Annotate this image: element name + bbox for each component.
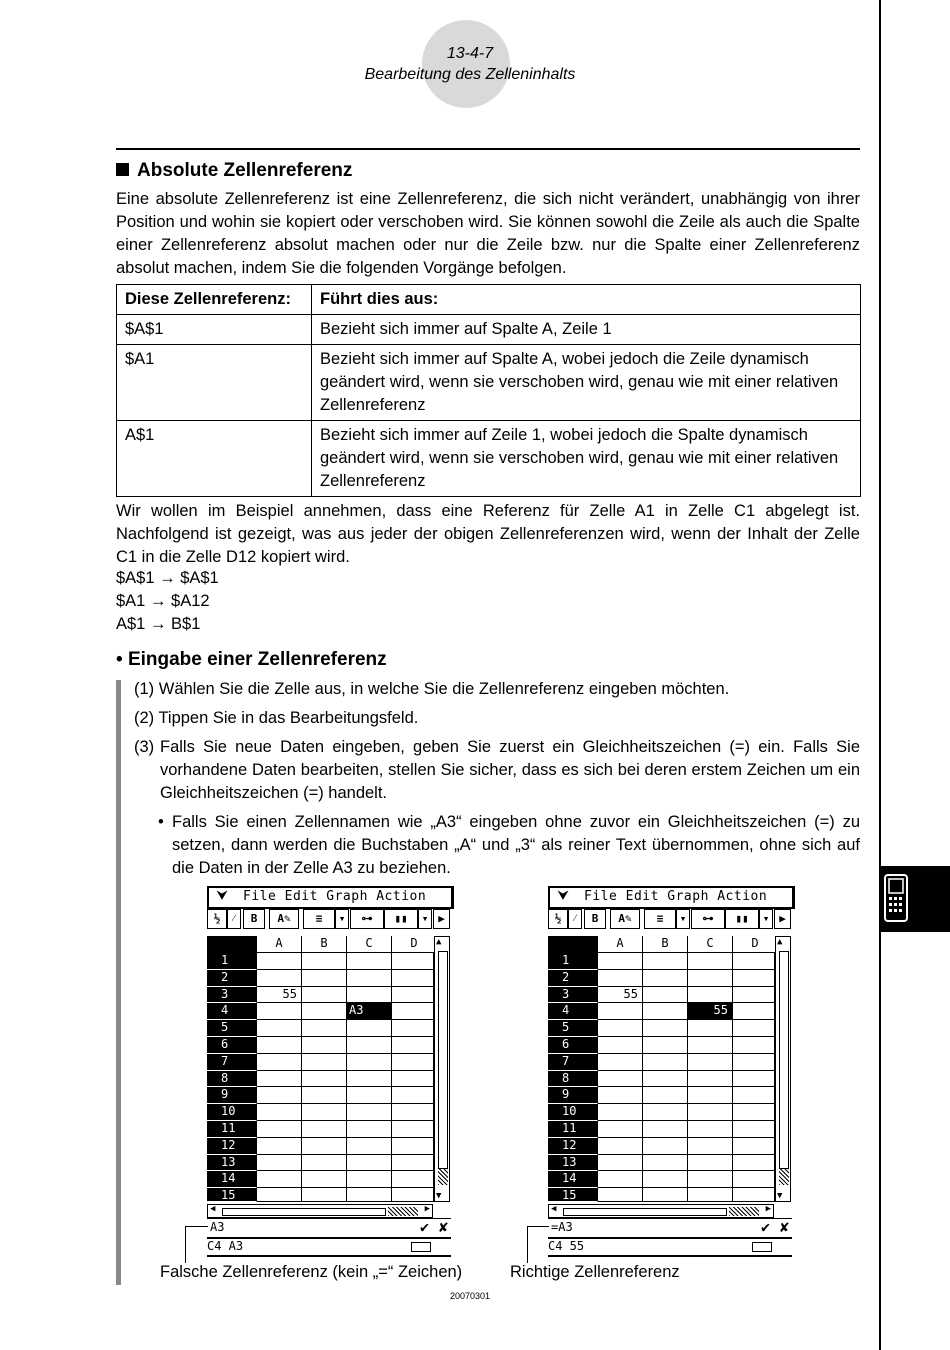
bold-button[interactable]: B [584, 909, 606, 929]
grid-cell[interactable] [688, 1171, 733, 1188]
grid-cell[interactable] [733, 970, 775, 987]
grid-cell[interactable] [688, 953, 733, 970]
grid-cell[interactable] [643, 1003, 688, 1020]
grid-cell[interactable] [598, 1155, 643, 1172]
row-header[interactable]: 2 [548, 970, 598, 987]
grid-cell[interactable] [392, 1020, 434, 1037]
row-header[interactable]: 14 [207, 1171, 257, 1188]
grid-cell[interactable] [347, 1188, 392, 1202]
scroll-up-icon[interactable]: ▲ [777, 937, 783, 947]
grid-cell[interactable] [643, 1121, 688, 1138]
grid-cell[interactable] [643, 1171, 688, 1188]
grid-cell[interactable] [733, 1003, 775, 1020]
grid-cell[interactable] [688, 1071, 733, 1088]
link-button[interactable]: ⊶ [350, 909, 384, 929]
scroll-right-button[interactable]: ▶ [774, 909, 791, 929]
grid-cell[interactable] [733, 1121, 775, 1138]
align-dropdown-icon[interactable]: ▾ [676, 909, 690, 929]
row-header[interactable]: 3 [548, 987, 598, 1004]
calculator-screen-left [207, 886, 453, 1258]
battery-icon [752, 1242, 772, 1252]
row-header[interactable]: 13 [207, 1155, 257, 1172]
grid-cell[interactable] [598, 1020, 643, 1037]
row-header[interactable]: 7 [207, 1054, 257, 1071]
grid-cell[interactable] [392, 1054, 434, 1071]
row-header[interactable]: 14 [548, 1171, 598, 1188]
status-text: C4 55 [548, 1239, 585, 1253]
bullet-icon: • [158, 813, 164, 831]
status-text: C4 A3 [207, 1239, 244, 1253]
align-dropdown-icon[interactable]: ▾ [335, 909, 349, 929]
grid-cell[interactable] [302, 953, 347, 970]
grid-cell[interactable] [598, 970, 643, 987]
grid-cell[interactable] [257, 1020, 302, 1037]
grid-cell[interactable] [392, 1188, 434, 1202]
edit-line[interactable] [548, 1218, 792, 1239]
grid-cell[interactable] [392, 1003, 434, 1020]
grid-cell[interactable] [688, 1087, 733, 1104]
grid-cell[interactable] [643, 1087, 688, 1104]
column-header[interactable]: D [733, 936, 778, 953]
grid-cell[interactable] [347, 1155, 392, 1172]
fraction-format-dropdown-icon[interactable]: ⁄ [568, 909, 582, 929]
scrollbar-thumb[interactable] [779, 951, 789, 1169]
grid-cell[interactable] [302, 987, 347, 1004]
text-edit-button[interactable]: A✎ [610, 909, 640, 929]
link-button[interactable]: ⊶ [691, 909, 725, 929]
scroll-right-icon[interactable]: ▶ [765, 1204, 771, 1214]
grid-cell[interactable] [302, 1071, 347, 1088]
row-header[interactable]: 13 [548, 1155, 598, 1172]
table-cell: $A$1 [117, 315, 312, 345]
grid-cell[interactable] [392, 1104, 434, 1121]
grid-cell[interactable] [347, 1087, 392, 1104]
grid-cell[interactable] [643, 1155, 688, 1172]
grid-cell[interactable] [257, 1037, 302, 1054]
menu-items[interactable]: File Edit Graph Action [584, 889, 768, 904]
table-header-cell: Führt dies aus: [312, 285, 861, 315]
menu-bar [207, 886, 454, 909]
grid-cell[interactable] [598, 1171, 643, 1188]
grid-cell[interactable] [302, 1155, 347, 1172]
reference-table [116, 284, 861, 497]
grid-cell[interactable] [257, 970, 302, 987]
menu-chevron-icon[interactable]: ⮟ [217, 888, 228, 902]
text-edit-button[interactable]: A✎ [269, 909, 299, 929]
row-header[interactable]: 7 [548, 1054, 598, 1071]
row-header[interactable]: 4 [207, 1003, 257, 1020]
grid-cell[interactable] [257, 1171, 302, 1188]
chapter-tab [880, 866, 950, 932]
row-header[interactable]: 8 [548, 1071, 598, 1088]
scroll-down-icon[interactable]: ▼ [777, 1191, 783, 1201]
grid-cell[interactable] [688, 1054, 733, 1071]
table-cell: A$1 [117, 421, 312, 497]
edit-line[interactable] [207, 1218, 451, 1239]
grid-cell[interactable] [643, 1104, 688, 1121]
cell-c4-selected[interactable]: 55 [688, 1003, 733, 1020]
align-button[interactable]: ≡ [644, 909, 676, 929]
row-header[interactable]: 9 [548, 1087, 598, 1104]
grid-cell[interactable] [302, 1087, 347, 1104]
grid-cell[interactable] [302, 1138, 347, 1155]
grid-cell[interactable] [643, 953, 688, 970]
grid-cell[interactable] [347, 1071, 392, 1088]
grid-cell[interactable] [598, 953, 643, 970]
row-header[interactable]: 6 [548, 1037, 598, 1054]
graph-button[interactable]: ▮▮ [725, 909, 759, 929]
grid-cell[interactable] [643, 1071, 688, 1088]
grid-cell[interactable] [257, 953, 302, 970]
column-header[interactable]: C [347, 936, 392, 953]
grid-cell[interactable] [257, 1071, 302, 1088]
grid-cell[interactable] [598, 1087, 643, 1104]
grid-cell[interactable] [688, 970, 733, 987]
table-header-row [117, 285, 861, 315]
grid-cell[interactable] [347, 1054, 392, 1071]
caption-left: Falsche Zellenreferenz (kein „=“ Zeichen) [160, 1263, 463, 1281]
graph-dropdown-icon[interactable]: ▾ [759, 909, 773, 929]
table-cell: Bezieht sich immer auf Zeile 1, wobei jedoch die Spalte dynamisch geändert wird, wenn sie verschoben wird, genau wie mit einer relativen Zellenreferenz [312, 421, 861, 497]
grid-cell[interactable] [347, 987, 392, 1004]
horizontal-scrollbar[interactable] [548, 1204, 774, 1218]
grid-cell[interactable] [392, 987, 434, 1004]
grid-corner[interactable] [207, 936, 257, 953]
grid-cell[interactable] [392, 1171, 434, 1188]
grid-cell[interactable] [733, 1087, 775, 1104]
grid-cell[interactable] [257, 1138, 302, 1155]
row-header[interactable]: 10 [207, 1104, 257, 1121]
grid-cell[interactable] [302, 1171, 347, 1188]
grid-cell[interactable] [392, 1071, 434, 1088]
example-paragraph: Wir wollen im Beispiel annehmen, dass eine Referenz für Zelle A1 in Zelle C1 abgelegt ist. Nachfolgend ist gezeigt, was aus jeder der obigen Zellenreferenzen wird, wenn der Inhalt der Zelle C1 in die Zelle D12 kopiert wird. [116, 502, 860, 566]
horizontal-scrollbar[interactable] [207, 1204, 433, 1218]
grid-cell[interactable] [643, 1054, 688, 1071]
grid-cell[interactable] [347, 1037, 392, 1054]
checkmark-icon[interactable]: ✔ [419, 1218, 429, 1236]
grid-cell[interactable] [598, 1104, 643, 1121]
grid-cell[interactable] [643, 987, 688, 1004]
toolbar [548, 908, 792, 930]
fraction-format-button[interactable]: ½ [207, 909, 227, 929]
grid-cell[interactable] [598, 1054, 643, 1071]
scroll-up-icon[interactable]: ▲ [436, 937, 442, 947]
example-line: $A1 → $A12 [116, 592, 210, 610]
section-title: Bearbeitung des Zelleninhalts [364, 66, 576, 83]
checkmark-icon[interactable]: ✔ [760, 1218, 770, 1236]
table-header-cell: Diese Zellenreferenz: [117, 285, 312, 315]
grid-cell[interactable] [347, 1020, 392, 1037]
row-header[interactable]: 5 [207, 1020, 257, 1037]
grid-cell[interactable] [598, 1138, 643, 1155]
fraction-format-dropdown-icon[interactable]: ⁄ [227, 909, 241, 929]
grid-cell[interactable] [688, 1104, 733, 1121]
grid-cell[interactable] [392, 1155, 434, 1172]
grid-cell[interactable] [733, 1138, 775, 1155]
menu-bar [548, 886, 795, 909]
grid-cell[interactable] [733, 1188, 775, 1202]
column-header[interactable]: A [598, 936, 643, 953]
row-header[interactable]: 12 [207, 1138, 257, 1155]
grid-cell[interactable] [392, 970, 434, 987]
grid-cell[interactable] [257, 1155, 302, 1172]
calculator-icon [880, 866, 950, 932]
grid-cell[interactable] [688, 1188, 733, 1202]
table-cell: Bezieht sich immer auf Spalte A, Zeile 1 [312, 315, 861, 345]
column-header[interactable]: B [302, 936, 347, 953]
scroll-left-icon[interactable]: ◀ [210, 1204, 216, 1214]
grid-cell[interactable] [347, 1138, 392, 1155]
grid-cell[interactable] [598, 1003, 643, 1020]
grid-cell[interactable] [733, 1054, 775, 1071]
hscroll-track [388, 1207, 418, 1216]
grid-cell[interactable] [643, 1138, 688, 1155]
scroll-right-icon[interactable]: ▶ [424, 1204, 430, 1214]
grid-cell[interactable] [347, 1121, 392, 1138]
graph-button[interactable]: ▮▮ [384, 909, 418, 929]
grid-cell[interactable] [347, 953, 392, 970]
grid-cell[interactable] [257, 1104, 302, 1121]
grid-cell[interactable] [302, 1020, 347, 1037]
table-cell: Bezieht sich immer auf Spalte A, wobei jedoch die Zeile dynamisch geändert wird, wenn sie verschoben wird, genau wie mit einer relativen Zellenreferenz [312, 345, 861, 421]
row-header[interactable]: 12 [548, 1138, 598, 1155]
grid-cell[interactable] [733, 987, 775, 1004]
row-header[interactable]: 6 [207, 1037, 257, 1054]
header-rule [116, 148, 860, 150]
page-number: 13-4-7 [446, 45, 494, 62]
grid-corner[interactable] [548, 936, 598, 953]
grid-cell[interactable] [347, 1171, 392, 1188]
grid-cell[interactable] [302, 1037, 347, 1054]
footer-code: 20070301 [449, 1291, 491, 1301]
vertical-scrollbar[interactable] [434, 936, 450, 1202]
calculator-screen-right [548, 886, 794, 1258]
grid-cell[interactable] [302, 1104, 347, 1121]
row-header[interactable]: 10 [548, 1104, 598, 1121]
grid-cell[interactable] [598, 1188, 643, 1202]
grid-cell[interactable] [392, 1138, 434, 1155]
example-line: A$1 → B$1 [116, 615, 201, 633]
step-3-text: Falls Sie neue Daten eingeben, geben Sie zuerst ein Gleichheitszeichen (=) ein. Falls Sie vorhandene Daten bearbeiten, stellen Sie sicher, dass es sich bei deren erstem Zeichen um ein Gleichheitszeichen (=) handelt. [160, 738, 860, 802]
toolbar [207, 908, 451, 930]
hscroll-track [729, 1207, 759, 1216]
grid-cell[interactable] [733, 1020, 775, 1037]
fraction-format-button[interactable]: ½ [548, 909, 568, 929]
intro-paragraph: Eine absolute Zellenreferenz ist eine Zellenreferenz, die sich nicht verändert, unabhängig von ihrer Position und wohin sie kopiert oder verschoben wird. Sie können sowohl die Zeile als auch die Spalte einer Zellenreferenz absolut machen oder nur die Zeile bzw. nur die Spalte einer Zellenreferenz absolut machen, indem Sie die folgenden Vorgänge befolgen. [116, 190, 860, 277]
grid-cell[interactable] [733, 1171, 775, 1188]
grid-cell[interactable] [302, 970, 347, 987]
bullet-icon: • [116, 649, 123, 670]
grid-cell[interactable] [392, 1037, 434, 1054]
example-line: $A$1 → $A$1 [116, 569, 219, 587]
row-header[interactable]: 8 [207, 1071, 257, 1088]
row-header[interactable]: 4 [548, 1003, 598, 1020]
header-circle-decoration [422, 20, 510, 108]
bold-button[interactable]: B [243, 909, 265, 929]
grid-cell[interactable] [733, 1155, 775, 1172]
column-header[interactable]: D [392, 936, 437, 953]
close-icon[interactable]: ✘ [438, 1218, 448, 1236]
grid-cell[interactable] [643, 1020, 688, 1037]
row-header[interactable]: 15 [207, 1188, 257, 1202]
cell-c4-selected[interactable]: A3 [347, 1003, 392, 1020]
cell-a3[interactable]: 55 [598, 987, 643, 1004]
edit-line-text[interactable]: =A3 [551, 1220, 573, 1234]
row-header[interactable]: 9 [207, 1087, 257, 1104]
grid-cell[interactable] [392, 1087, 434, 1104]
grid-cell[interactable] [643, 1037, 688, 1054]
table-cell: $A1 [117, 345, 312, 421]
grid-cell[interactable] [733, 1037, 775, 1054]
procedure-heading: • Eingabe einer Zellenreferenz [116, 649, 387, 670]
step-1: (1) Wählen Sie die Zelle aus, in welche Sie die Zellenreferenz eingeben möchten. [134, 680, 730, 698]
caption-leader-left [185, 1226, 208, 1263]
column-header[interactable]: C [688, 936, 733, 953]
grid-cell[interactable] [392, 953, 434, 970]
grid-cell[interactable] [257, 1188, 302, 1202]
grid-cell[interactable] [688, 1155, 733, 1172]
row-header[interactable]: 2 [207, 970, 257, 987]
grid-cell[interactable] [688, 1020, 733, 1037]
close-icon[interactable]: ✘ [779, 1218, 789, 1236]
grid-cell[interactable] [643, 970, 688, 987]
row-header[interactable]: 3 [207, 987, 257, 1004]
step-3-number: (3) [134, 738, 155, 756]
row-header[interactable]: 1 [548, 953, 598, 970]
hscroll-thumb[interactable] [222, 1208, 386, 1216]
scroll-left-icon[interactable]: ◀ [551, 1204, 557, 1214]
grid-cell[interactable] [733, 953, 775, 970]
grid-cell[interactable] [302, 1003, 347, 1020]
caption-leader-right [527, 1226, 549, 1263]
scroll-right-button[interactable]: ▶ [433, 909, 450, 929]
graph-dropdown-icon[interactable]: ▾ [418, 909, 432, 929]
grid-cell[interactable] [302, 1188, 347, 1202]
table-row [117, 421, 861, 497]
row-header[interactable]: 11 [548, 1121, 598, 1138]
battery-icon [411, 1242, 431, 1252]
square-bullet-icon [116, 163, 129, 176]
scrollbar-track [438, 1169, 448, 1185]
status-bar [207, 1239, 451, 1257]
grid-cell[interactable] [347, 970, 392, 987]
grid-cell[interactable] [392, 1121, 434, 1138]
step-2: (2) Tippen Sie in das Bearbeitungsfeld. [134, 709, 419, 727]
grid-cell[interactable] [688, 987, 733, 1004]
grid-cell[interactable] [257, 1003, 302, 1020]
grid-cell[interactable] [257, 1121, 302, 1138]
grid-cell[interactable] [302, 1121, 347, 1138]
grid-cell[interactable] [598, 1071, 643, 1088]
grid-cell[interactable] [257, 1054, 302, 1071]
scrollbar-thumb[interactable] [438, 951, 448, 1169]
note-text: Falls Sie einen Zellennamen wie „A3“ eingeben ohne zuvor ein Gleichheitszeichen (=) zu setzen, dann werden die Buchstaben „A“ und „3“ als reiner Text übernommen, ohne sich auf die Daten in der Zelle A3 zu beziehen. [172, 813, 860, 877]
grid-cell[interactable] [347, 1104, 392, 1121]
row-header[interactable]: 11 [207, 1121, 257, 1138]
procedure-sidebar [116, 680, 121, 1285]
menu-items[interactable]: File Edit Graph Action [243, 889, 427, 904]
grid-cell[interactable] [688, 1121, 733, 1138]
column-header[interactable]: B [643, 936, 688, 953]
hscroll-thumb[interactable] [563, 1208, 727, 1216]
column-header[interactable]: A [257, 936, 302, 953]
page-edge-line [879, 0, 881, 1350]
section-heading: Absolute Zellenreferenz [116, 160, 352, 182]
status-bar [548, 1239, 792, 1257]
grid-cell[interactable] [598, 1037, 643, 1054]
grid-cell[interactable] [688, 1037, 733, 1054]
edit-line-text[interactable]: A3 [210, 1220, 225, 1234]
table-row [117, 315, 861, 345]
vertical-scrollbar[interactable] [775, 936, 791, 1202]
align-button[interactable]: ≡ [303, 909, 335, 929]
scroll-down-icon[interactable]: ▼ [436, 1191, 442, 1201]
row-header[interactable]: 1 [207, 953, 257, 970]
cell-a3[interactable]: 55 [257, 987, 302, 1004]
caption-right: Richtige Zellenreferenz [510, 1263, 680, 1281]
menu-chevron-icon[interactable]: ⮟ [558, 888, 569, 902]
row-header[interactable]: 15 [548, 1188, 598, 1202]
row-header[interactable]: 5 [548, 1020, 598, 1037]
grid-cell[interactable] [257, 1087, 302, 1104]
scrollbar-track [779, 1169, 789, 1185]
table-row [117, 345, 861, 421]
grid-cell[interactable] [643, 1188, 688, 1202]
grid-cell[interactable] [688, 1138, 733, 1155]
grid-cell[interactable] [598, 1121, 643, 1138]
grid-cell[interactable] [302, 1054, 347, 1071]
grid-cell[interactable] [733, 1104, 775, 1121]
grid-cell[interactable] [733, 1071, 775, 1088]
